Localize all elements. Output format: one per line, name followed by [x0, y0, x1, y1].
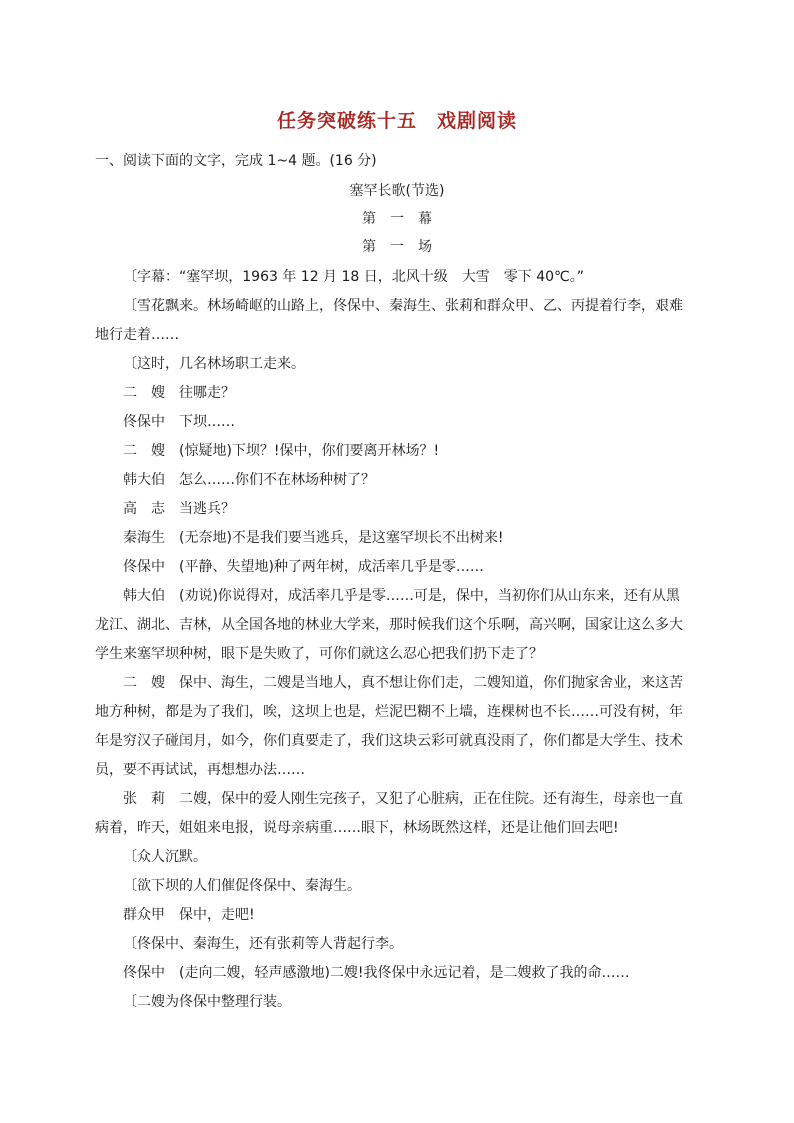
text-line: 二 嫂 保中、海生，二嫂是当地人，真不想让你们走，二嫂知道，你们抛家舍业，来这苦 [123, 675, 683, 691]
text-line: 佟保中 (平静、失望地)种了两年树，成活率几乎是零…… [123, 559, 484, 575]
text-line: 秦海生 (无奈地)不是我们要当逃兵，是这塞罕坝长不出树来! [123, 530, 504, 546]
text-line: 〔佟保中、秦海生，还有张莉等人背起行李。 [123, 936, 403, 952]
text-line: 年是穷汉子碰闰月，如今，你们真要走了，我们这块云彩可就真没雨了，你们都是大学生、技术 [95, 733, 683, 749]
text-line: 病着，昨天，姐姐来电报，说母亲病重……眼下，林场既然这样，还是让他们回去吧! [95, 820, 619, 836]
text-line: 员，要不再试试，再想想办法…… [95, 762, 305, 778]
question-intro: 一、阅读下面的文字，完成 1~4 题。(16 分) [95, 153, 377, 169]
text-line: 〔雪花飘来。林场崎岖的山路上，佟保中、秦海生、张莉和群众甲、乙、丙提着行李，艰难 [123, 298, 683, 314]
text-line: 地行走着…… [95, 327, 179, 343]
text-line: 二 嫂 (惊疑地)下坝？!保中，你们要离开林场？! [123, 443, 440, 459]
text-line: 佟保中 (走向二嫂，轻声感激地)二嫂!我佟保中永远记着，是二嫂救了我的命…… [123, 965, 630, 981]
text-line: 佟保中 下坝…… [123, 414, 235, 430]
text-line: 韩大伯 (劝说)你说得对，成活率几乎是零……可是，保中，当初你们从山东来，还有从黑 [123, 588, 680, 604]
play-title: 塞罕长歌(节选) [349, 183, 445, 199]
text-line: 地方种树，都是为了我们，唉，这坝上也是，烂泥巴糊不上墙，连棵树也不长……可没有树，年 [95, 704, 683, 720]
text-line: 张 莉 二嫂，保中的爱人刚生完孩子，又犯了心脏病，正在住院。还有海生，母亲也一直 [123, 791, 683, 807]
text-line: 〔字幕：“塞罕坝，1963 年 12 月 18 日，北风十级 大雪 零下 40℃。” [123, 269, 585, 285]
text-line: 〔二嫂为佟保中整理行装。 [123, 994, 291, 1010]
text-line: 二 嫂 往哪走？ [123, 385, 235, 401]
text-line: 群众甲 保中，走吧! [123, 907, 255, 923]
scene-heading: 第 一 场 [362, 239, 432, 255]
text-line: 龙江、湖北、吉林，从全国各地的林业大学来，那时候我们这个乐啊，高兴啊，国家让这么多大 [95, 617, 683, 633]
text-line: 〔众人沉默。 [123, 849, 207, 865]
text-line: 高 志 当逃兵？ [123, 501, 235, 517]
play-text [95, 263, 691, 1017]
page-title: 任务突破练十五 戏剧阅读 [276, 110, 517, 132]
act-heading: 第 一 幕 [362, 211, 432, 227]
text-line: 〔欲下坝的人们催促佟保中、秦海生。 [123, 878, 361, 894]
text-line: 〔这时，几名林场职工走来。 [123, 356, 305, 372]
text-line: 韩大伯 怎么……你们不在林场种树了？ [123, 472, 375, 488]
text-line: 学生来塞罕坝种树，眼下是失败了，可你们就这么忍心把我们扔下走了？ [95, 646, 543, 662]
